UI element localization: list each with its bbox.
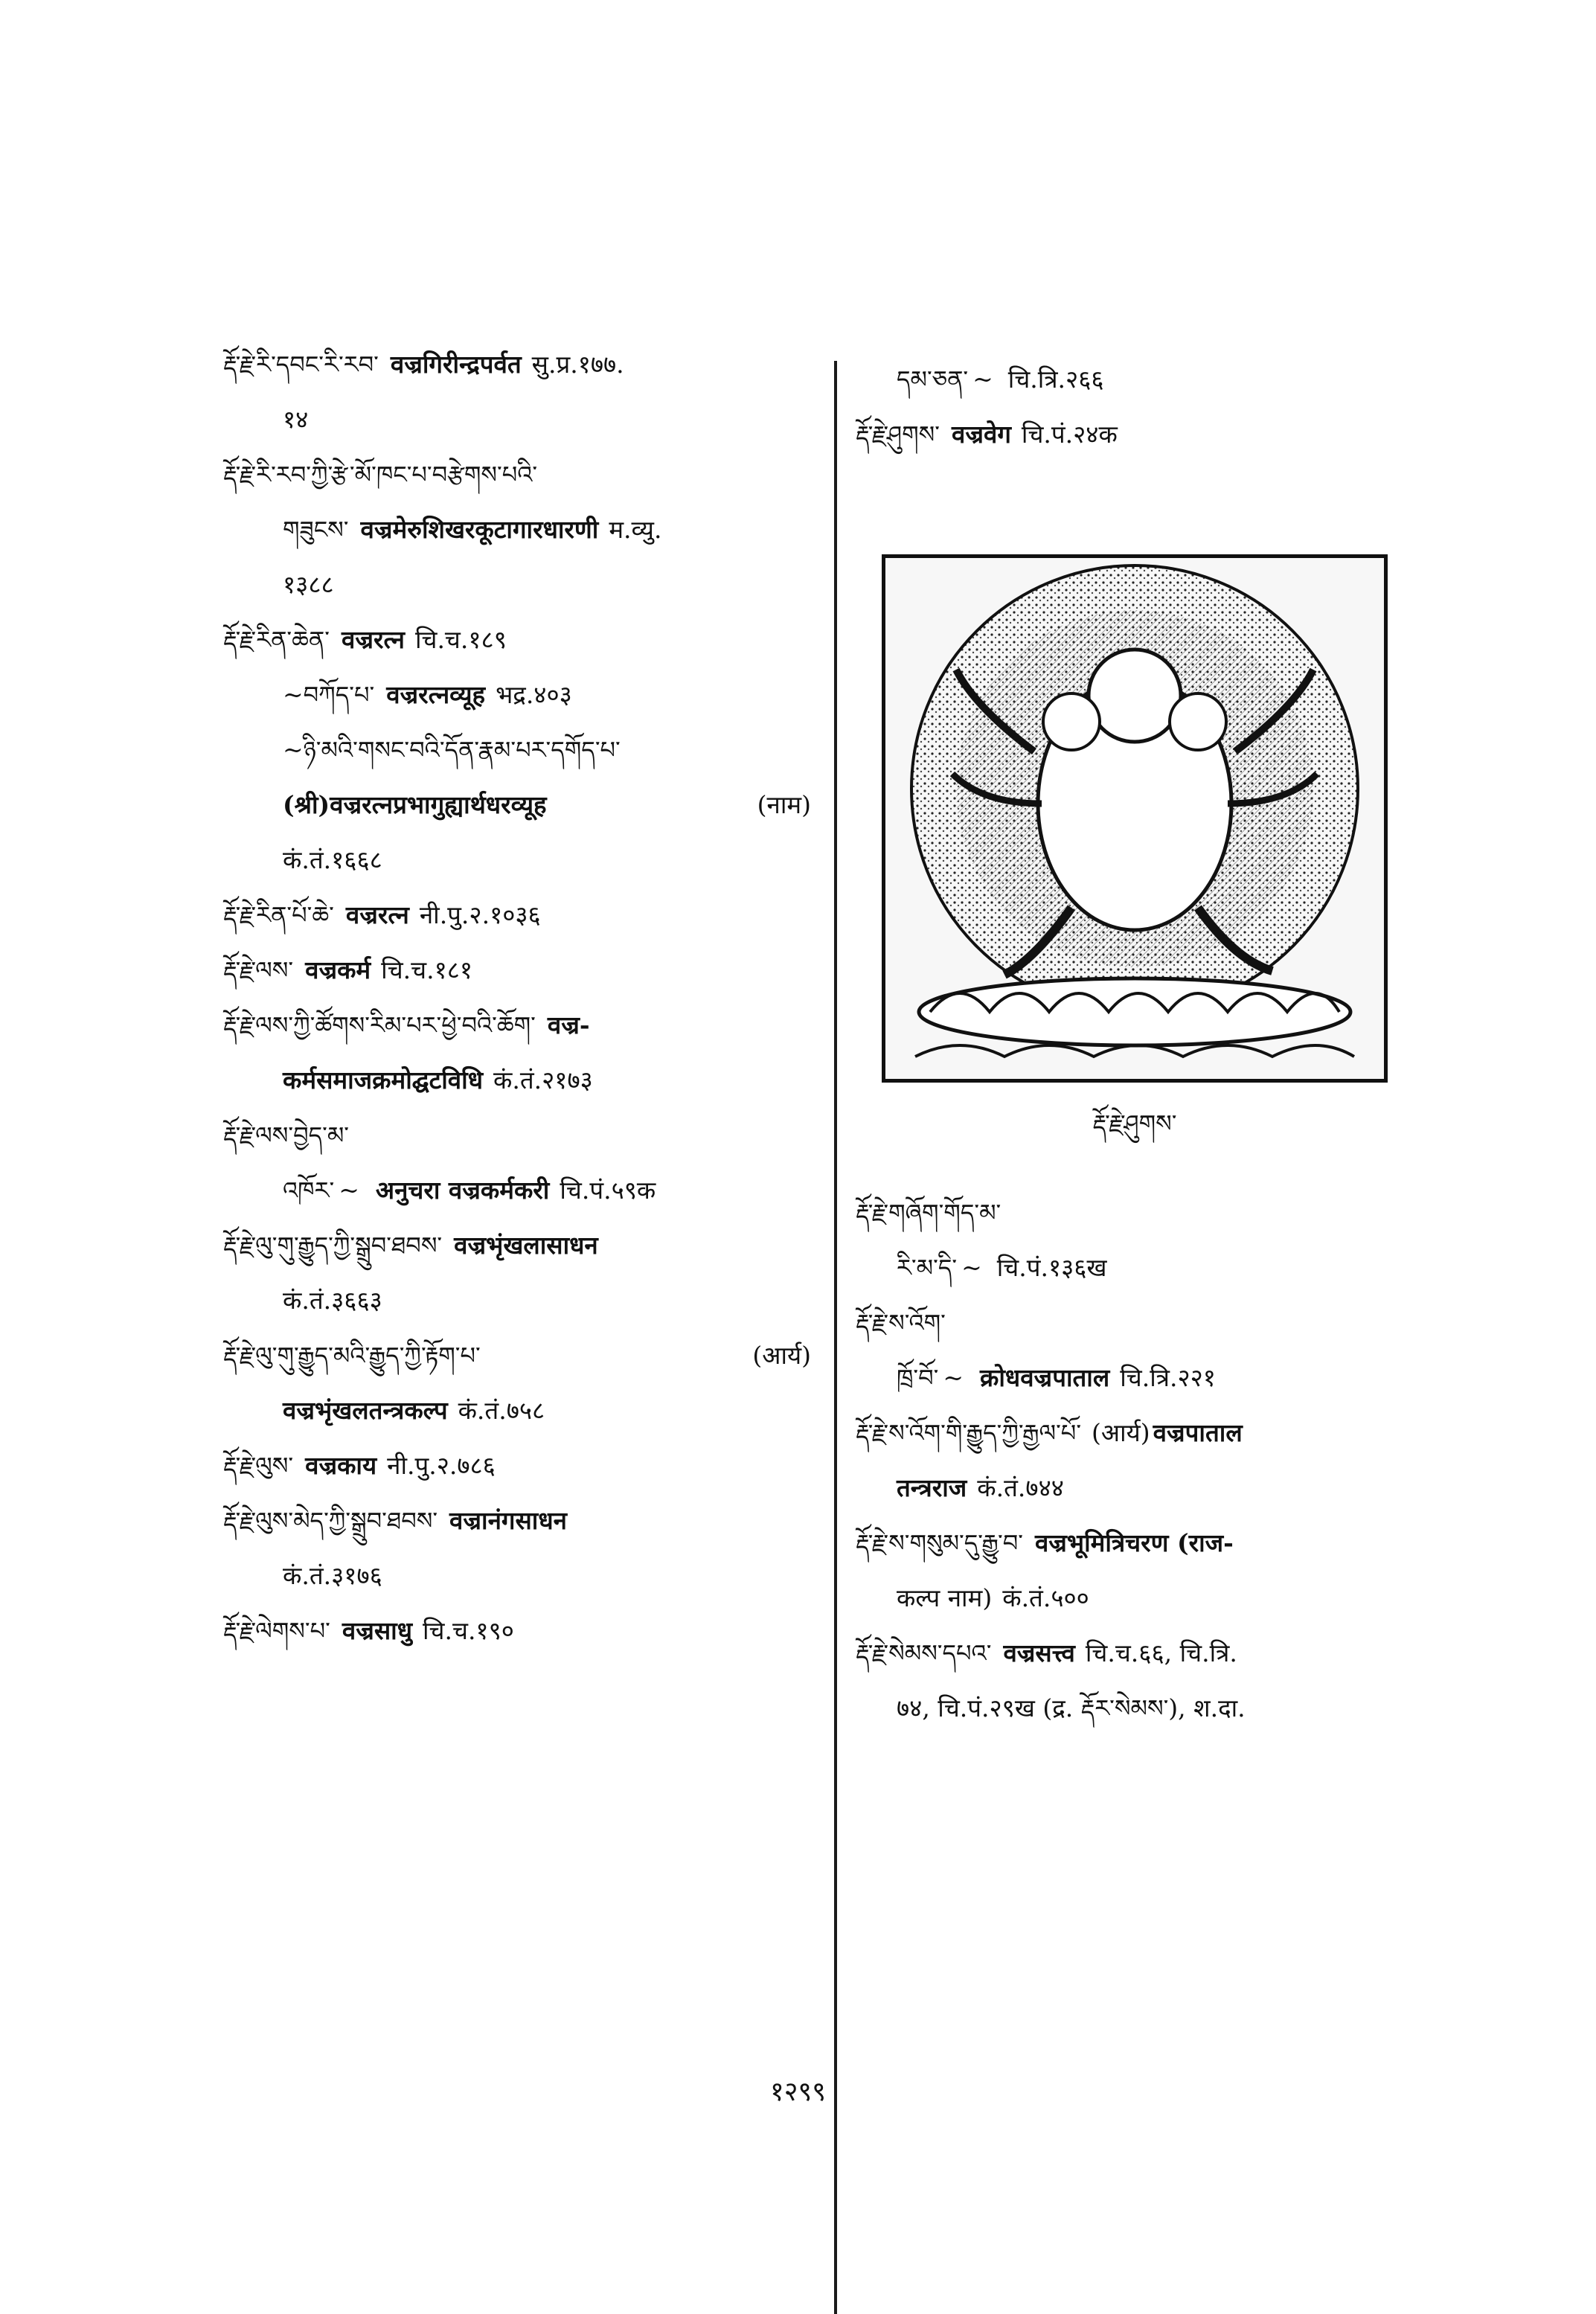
- entry: [223, 900, 818, 930]
- sanskrit-equivalent: वज्रानंगसाधन: [449, 1506, 567, 1535]
- illustration-caption: རྡོ་རྗེ་ཤུགས་: [1092, 1109, 1177, 1138]
- tibetan-headword: རྡོ་རྗེ་ལུས་མེད་ཀྱི་སྒྲུབ་ཐབས་: [223, 1507, 438, 1535]
- tibetan-headword: རྡོ་རྗེ་ཤུགས་: [856, 420, 940, 449]
- reference: म.व्यु.: [609, 515, 662, 544]
- reference: कं.तं.२१७३: [493, 1065, 593, 1094]
- reference-continued: १४: [283, 405, 309, 434]
- note: (नाम): [757, 790, 811, 819]
- reference: चि.त्रि.२२१: [1120, 1363, 1216, 1392]
- reference: चि.च.१९०: [423, 1616, 514, 1645]
- tibetan-headword: རྡོ་རྗེ་ལས་: [223, 956, 294, 984]
- column-divider: [834, 361, 837, 2314]
- tibetan-headword: རྡོ་རྗེ་རི་དབང་རི་རབ་: [223, 350, 379, 379]
- reference: चि.च.६६, चि.त्रि.: [1085, 1638, 1237, 1667]
- tibetan-headword: རྡོ་རྗེ་ས་འོག་: [856, 1309, 946, 1337]
- deity-drawing: [885, 558, 1384, 1079]
- sanskrit-equivalent: वज्रसत्त्व: [1003, 1638, 1075, 1667]
- right-column-bottom: [856, 1198, 1466, 1749]
- tibetan-headword-continued: གཟུངས་: [283, 516, 349, 544]
- entry: [223, 460, 818, 600]
- entry: [223, 955, 818, 985]
- sanskrit-equivalent: वज्रकर्म: [305, 955, 371, 984]
- entry: [223, 350, 818, 435]
- sanskrit-equivalent: वज्रमेरुशिखरकूटागारधारणी: [360, 515, 599, 544]
- reference: चि.च.१८१: [381, 955, 473, 984]
- sanskrit-equivalent: (श्री)वज्ररत्नप्रभागुह्यार्थधरव्यूह: [283, 790, 547, 819]
- reference: चि.च.१८९: [414, 625, 507, 654]
- sanskrit-equivalent: वज्र-: [547, 1010, 590, 1039]
- sanskrit-equivalent: क्रोधवज्रपाताल: [980, 1363, 1110, 1392]
- sanskrit-equivalent: वज्रकाय: [305, 1451, 377, 1480]
- tibetan-headword: རྡོ་རྗེ་སེམས་དཔའ་: [856, 1639, 992, 1667]
- tibetan-headword: རྡོ་རྗེ་རི་རབ་ཀྱི་རྩེ་མོ་ཁང་པ་བརྩེགས་པའི་: [223, 461, 538, 489]
- page-number: १२९९: [770, 2077, 826, 2107]
- sanskrit-continued: कर्मसमाजक्रमोद्घटविधि: [283, 1065, 483, 1094]
- entry: [223, 1341, 818, 1426]
- sanskrit-equivalent: वज्रभृंखलासाधन: [454, 1231, 598, 1260]
- tibetan-subterm: རི་མ་དི་: [897, 1254, 958, 1282]
- tibetan-subterm: བཀོད་པ་: [303, 681, 375, 709]
- tibetan-subterm: ཁྲོ་བོ་: [897, 1364, 939, 1392]
- tibetan-headword: རྡོ་རྗེ་རིན་པོ་ཆེ་: [223, 901, 334, 929]
- sanskrit-equivalent: वज्रवेग: [951, 420, 1011, 449]
- entry: [223, 1616, 818, 1646]
- tilde-mark: ~: [283, 680, 304, 709]
- sanskrit-continued: तन्त्रराज: [897, 1473, 967, 1502]
- reference: कं.तं.७४४: [977, 1473, 1064, 1502]
- reference-continued: १३८८: [283, 570, 334, 599]
- reference: चि.त्रि.२६६: [1007, 365, 1104, 394]
- right-column-top: [856, 365, 1466, 475]
- tilde-mark: ~: [961, 1253, 982, 1282]
- tibetan-headword: རྡོ་རྗེ་རིན་ཆེན་: [223, 626, 330, 654]
- reference: नी.पु.२.१०३६: [419, 900, 541, 929]
- entry: [223, 1121, 818, 1205]
- entry: [223, 1506, 818, 1591]
- reference-tail: ), श.दा.: [1168, 1693, 1246, 1722]
- tilde-mark: ~: [339, 1176, 359, 1205]
- reference: चि.पं.२४क: [1021, 420, 1118, 449]
- entry: [856, 1638, 1466, 1723]
- reference: भद्र.४०३: [496, 680, 572, 709]
- entry: [856, 1528, 1466, 1613]
- entry: [856, 1418, 1466, 1503]
- entry: [223, 625, 818, 655]
- tibetan-headword: རྡོ་རྗེ་ལེགས་པ་: [223, 1617, 330, 1645]
- sanskrit-equivalent: अनुचरा वज्रकर्मकरी: [375, 1176, 550, 1205]
- reference: कं.तं.१६६८: [283, 845, 382, 874]
- tibetan-subterm: འཁོར་: [283, 1176, 335, 1205]
- tibetan-headword: རྡོ་རྗེ་ས་འོག་གི་རྒྱུད་ཀྱི་རྒྱལ་པོ་: [856, 1419, 1082, 1447]
- tibetan-subterm: དམ་ཅན་: [897, 365, 969, 394]
- entry: [856, 1308, 1466, 1393]
- entry: [223, 1231, 818, 1315]
- tibetan-cross-reference: རྡོར་སེམས་: [1080, 1694, 1169, 1722]
- reference: कं.तं.३१७६: [283, 1561, 382, 1590]
- sanskrit-equivalent: वज्रभृंखलतन्त्रकल्प: [283, 1396, 448, 1425]
- reference: सु.प्र.१७७.: [531, 350, 624, 379]
- note: (आर्य): [1092, 1418, 1150, 1447]
- tilde-mark: ~: [283, 735, 304, 764]
- reference: नी.पु.२.७८६: [387, 1451, 496, 1480]
- sanskrit-equivalent: वज्ररत्न: [341, 625, 405, 654]
- sub-entry: [223, 680, 818, 710]
- sub-entry: [856, 365, 1466, 394]
- entry: [223, 1010, 818, 1095]
- sanskrit-equivalent: वज्ररत्न: [345, 900, 409, 929]
- deity-illustration: [882, 554, 1388, 1083]
- reference: चि.पं.५९क: [560, 1176, 656, 1205]
- sanskrit-equivalent: वज्ररत्नव्यूह: [386, 680, 486, 709]
- tibetan-headword: རྡོ་རྗེ་ལུས་: [223, 1452, 294, 1480]
- tibetan-headword: རྡོ་རྗེ་ལས་ཀྱི་ཚོགས་རིམ་པར་ཕྱེ་བའི་ཆོག་: [223, 1011, 536, 1039]
- entry: [223, 1451, 818, 1481]
- tibetan-headword: རྡོ་རྗེ་ལུ་གུ་རྒྱུད་མའི་རྒྱུད་ཀྱི་རྟོག་པ་: [223, 1342, 481, 1370]
- tibetan-headword: རྡོ་རྗེ་ས་གསུམ་དུ་རྒྱུ་བ་: [856, 1529, 1023, 1557]
- sanskrit-equivalent: वज्रसाधु: [342, 1616, 412, 1645]
- reference-continued: ७४, चि.पं.२९ख (द्र.: [897, 1693, 1081, 1722]
- reference: कं.तं.५००: [1002, 1583, 1089, 1612]
- reference: कं.तं.७५८: [458, 1396, 545, 1425]
- tibetan-subterm: ཉི་མའི་གསང་བའི་དོན་རྣམ་པར་དགོད་པ་: [303, 736, 621, 764]
- tilde-mark: ~: [972, 365, 993, 394]
- sanskrit-equivalent: वज्रगिरीन्द्रपर्वत: [390, 350, 522, 379]
- tibetan-headword: རྡོ་རྗེ་ལས་བྱེད་མ་: [223, 1121, 350, 1150]
- sanskrit-continued: कल्प नाम): [897, 1583, 993, 1612]
- reference: चि.पं.१३६ख: [996, 1253, 1107, 1282]
- reference: कं.तं.३६६३: [283, 1286, 382, 1315]
- tilde-mark: ~: [943, 1363, 964, 1392]
- sanskrit-equivalent: वज्रभूमित्रिचरण (राज-: [1034, 1528, 1234, 1557]
- entry: [856, 1198, 1466, 1283]
- deity-head: [1089, 650, 1181, 742]
- left-column: [223, 350, 818, 1671]
- tibetan-headword: རྡོ་རྗེ་གཞོག་གོད་མ་: [856, 1199, 1001, 1227]
- note: (आर्य): [752, 1341, 811, 1370]
- sanskrit-equivalent: वज्रपाताल: [1153, 1418, 1243, 1447]
- entry: [856, 420, 1466, 449]
- sub-entry: [223, 735, 818, 875]
- tibetan-headword: རྡོ་རྗེ་ལུ་གུ་རྒྱུད་ཀྱི་སྒྲུབ་ཐབས་: [223, 1231, 443, 1260]
